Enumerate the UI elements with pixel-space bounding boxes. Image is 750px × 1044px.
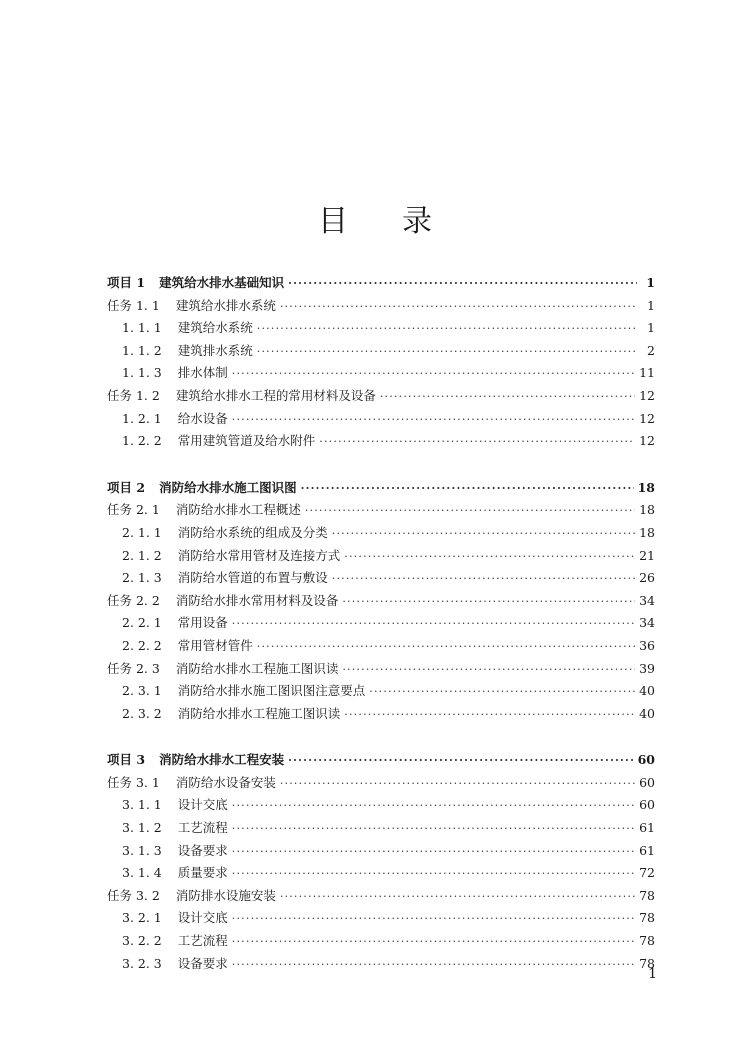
entry-page-number: 12 [639,387,655,403]
entry-title: 排水体制 [177,365,228,381]
toc-section [0,749,750,975]
entry-title: 建筑给水系统 [177,320,253,336]
entry-page-number: 36 [639,637,655,653]
page-number: 1 [648,966,657,982]
entry-number: 2. 3. 2 [122,705,162,721]
entry-page-number: 60 [637,752,655,768]
entry-title: 常用建筑管道及给水附件 [177,433,316,449]
entry-number: 1. 2. 2 [122,433,162,449]
entry-page-number: 18 [639,502,655,518]
dot-leader [232,841,635,864]
entry-number: 3. 1. 4 [122,865,162,881]
toc-subsection-entry[interactable] [0,862,750,885]
entry-title: 消防给水排水工程概述 [175,502,301,518]
toc-subsection-entry[interactable] [0,703,750,726]
toc-project-entry[interactable] [0,272,750,295]
dot-leader [305,500,635,523]
entry-page-number: 61 [639,842,655,858]
entry-number: 2. 3. 1 [122,683,162,699]
entry-page-number: 61 [639,820,655,836]
entry-page-number: 34 [639,592,655,608]
dot-leader [280,773,635,796]
toc-subsection-entry[interactable] [0,953,750,976]
entry-page-number: 40 [639,705,655,721]
entry-title: 消防给水排水工程施工图识读 [177,705,341,721]
entry-title: 消防给水系统的组成及分类 [177,524,328,540]
entry-title: 给水设备 [177,410,228,426]
entry-title: 消防给水常用管材及连接方式 [177,547,341,563]
entry-title: 建筑排水系统 [177,342,253,358]
entry-title: 工艺流程 [177,933,228,949]
toc-subsection-entry[interactable] [0,817,750,840]
entry-page-number: 1 [647,320,655,336]
entry-page-number: 12 [639,433,655,449]
toc-task-entry[interactable] [0,885,750,908]
entry-title: 消防排水设施安装 [175,887,276,903]
entry-number: 任务 2. 2 [107,592,160,608]
entry-page-number: 1 [647,297,655,313]
entry-number: 项目 2 [107,479,146,495]
toc-subsection-entry[interactable] [0,635,750,658]
entry-number: 2. 2. 2 [122,637,162,653]
entry-number: 1. 2. 1 [122,410,162,426]
entry-title: 建筑给水排水基础知识 [159,275,285,290]
entry-page-number: 1 [646,275,655,290]
toc-subsection-entry[interactable] [0,317,750,340]
entry-number: 3. 1. 1 [122,797,162,813]
dot-leader [232,409,635,432]
entry-page-number: 72 [639,865,655,881]
entry-number: 项目 3 [107,752,146,768]
entry-title: 设备要求 [177,955,228,971]
entry-page-number: 26 [639,570,655,586]
toc-section [0,477,750,726]
dot-leader [280,886,635,909]
entry-page-number: 78 [639,955,655,971]
dot-leader [232,613,635,636]
entry-title: 设计交底 [177,910,228,926]
toc-subsection-entry[interactable] [0,794,750,817]
toc-subsection-entry[interactable] [0,930,750,953]
dot-leader [257,318,637,341]
entry-page-number: 78 [639,910,655,926]
entry-number: 3. 1. 2 [122,820,162,836]
dot-leader [232,363,635,386]
toc-subsection-entry[interactable] [0,522,750,545]
entry-title: 建筑给水排水工程的常用材料及设备 [175,387,376,403]
toc-subsection-entry[interactable] [0,340,750,363]
dot-leader [232,795,635,818]
toc-subsection-entry[interactable] [0,680,750,703]
dot-leader [332,568,635,591]
entry-page-number: 39 [639,660,655,676]
entry-title: 消防给水排水工程施工图识读 [175,660,339,676]
entry-number: 1. 1. 3 [122,365,162,381]
toc-subsection-entry[interactable] [0,545,750,568]
toc-project-entry[interactable] [0,749,750,772]
entry-page-number: 60 [639,774,655,790]
dot-leader [301,478,634,501]
title-char-1: 目 [318,204,348,239]
entry-number: 任务 3. 1 [107,774,160,790]
toc-task-entry[interactable] [0,658,750,681]
entry-title: 工艺流程 [177,820,228,836]
entry-page-number: 11 [639,365,655,381]
entry-page-number: 60 [639,797,655,813]
dot-leader [232,931,635,954]
entry-page-number: 40 [639,683,655,699]
toc-task-entry[interactable] [0,772,750,795]
entry-page-number: 18 [637,479,655,495]
entry-title: 消防给水设备安装 [175,774,276,790]
entry-number: 3. 1. 3 [122,842,162,858]
table-of-contents [0,272,750,975]
entry-page-number: 18 [639,524,655,540]
entry-number: 任务 2. 3 [107,660,160,676]
dot-leader [257,636,635,659]
dot-leader [342,591,635,614]
toc-task-entry[interactable] [0,499,750,522]
entry-title: 消防给水排水施工图识图 [159,479,297,495]
entry-title: 建筑给水排水系统 [175,297,276,313]
dot-leader [288,750,634,773]
entry-number: 项目 1 [107,275,146,290]
entry-number: 1. 1. 1 [122,320,162,336]
title-char-2: 录 [402,204,432,239]
toc-task-entry[interactable] [0,590,750,613]
toc-subsection-entry[interactable] [0,430,750,453]
dot-leader [280,296,637,319]
dot-leader [232,954,635,977]
entry-title: 消防给水管道的布置与敷设 [177,570,328,586]
entry-number: 3. 2. 2 [122,933,162,949]
toc-section [0,272,750,453]
dot-leader [257,341,637,364]
dot-leader [332,523,635,546]
toc-subsection-entry[interactable] [0,362,750,385]
entry-title: 设备要求 [177,842,228,858]
dot-leader [288,273,637,296]
dot-leader [344,546,635,569]
dot-leader [232,818,635,841]
entry-page-number: 12 [639,410,655,426]
dot-leader [232,908,635,931]
entry-number: 2. 2. 1 [122,615,162,631]
toc-subsection-entry[interactable] [0,567,750,590]
dot-leader [380,386,635,409]
entry-number: 2. 1. 1 [122,524,162,540]
entry-page-number: 34 [639,615,655,631]
entry-number: 2. 1. 3 [122,570,162,586]
entry-page-number: 78 [639,887,655,903]
toc-project-entry[interactable] [0,477,750,500]
toc-subsection-entry[interactable] [0,612,750,635]
toc-subsection-entry[interactable] [0,408,750,431]
entry-number: 3. 2. 3 [122,955,162,971]
entry-title: 消防给水排水常用材料及设备 [175,592,339,608]
dot-leader [342,659,635,682]
dot-leader [319,431,635,454]
entry-number: 2. 1. 2 [122,547,162,563]
entry-title: 消防给水排水施工图识图注意要点 [177,683,366,699]
toc-task-entry[interactable] [0,385,750,408]
toc-subsection-entry[interactable] [0,840,750,863]
entry-title: 常用设备 [177,615,228,631]
entry-title: 常用管材管件 [177,637,253,653]
entry-number: 任务 1. 1 [107,297,160,313]
entry-title: 消防给水排水工程安装 [159,752,285,768]
entry-number: 1. 1. 2 [122,342,162,358]
entry-page-number: 78 [639,933,655,949]
entry-title: 质量要求 [177,865,228,881]
entry-page-number: 2 [647,342,655,358]
entry-number: 3. 2. 1 [122,910,162,926]
toc-subsection-entry[interactable] [0,907,750,930]
entry-number: 任务 2. 1 [107,502,160,518]
dot-leader [369,681,635,704]
dot-leader [232,863,635,886]
entry-number: 任务 3. 2 [107,887,160,903]
entry-title: 设计交底 [177,797,228,813]
toc-task-entry[interactable] [0,295,750,318]
dot-leader [344,704,635,727]
entry-page-number: 21 [639,547,655,563]
entry-number: 任务 1. 2 [107,387,160,403]
